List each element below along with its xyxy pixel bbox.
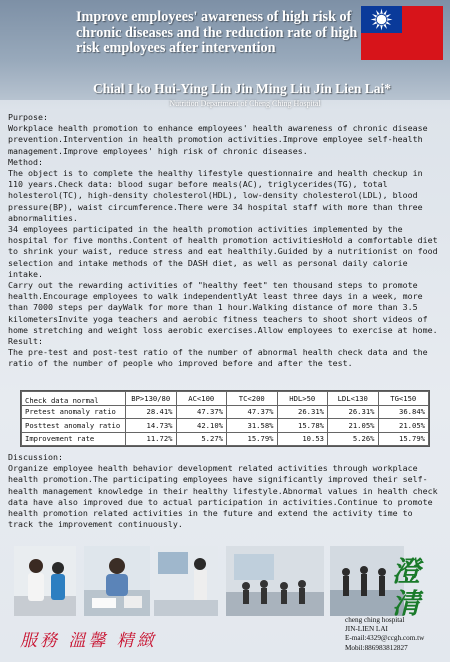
table-cell: 31.58% (227, 419, 278, 433)
poster-department: Nutrition Department of Cheng Ching Hospital (169, 99, 321, 108)
table-cell: 28.41% (126, 405, 177, 419)
hospital-slogan: 服務 溫馨 精緻 (20, 631, 157, 651)
table-cell: 26.31% (328, 405, 379, 419)
table-row (22, 405, 429, 419)
table-cell: 15.79% (227, 432, 278, 446)
table-column-header: TG<150 (378, 392, 429, 406)
hospital-calligraphy-logo: 澄 清 (392, 555, 421, 620)
poster-authors: Chial I ko Hui-Ying Lin Jin Ming Liu Jin Lien Lai* (92, 81, 392, 96)
activity-photo-health-check (14, 546, 76, 616)
table-cell: 42.10% (176, 419, 227, 433)
table-cell: 5.26% (328, 432, 379, 446)
activity-photo-blood-pressure (84, 546, 150, 616)
table-row (22, 419, 429, 433)
table-cell: 15.79% (378, 432, 429, 446)
table-cell: 47.37% (176, 405, 227, 419)
table-cell: 36.84% (378, 405, 429, 419)
table-corner-label: Check data normal (22, 392, 126, 406)
activity-photo-presentation (154, 546, 218, 616)
table-column-header: BP>130/80 (126, 392, 177, 406)
method-paragraph-1: The object is to complete the healthy lifestyle questionnaire and health checkup in 110 years.Check data: blood sugar before meals(AC), triglycerides(TG), total holesterol(TC), high-density cholesterol(HDL), low-density cholesterol(LDL), blood pressure(BP), waist circumference.There were 34 hospital staff with more than three abnormalities. (8, 168, 423, 223)
table-row (22, 432, 429, 446)
discussion-text: Organize employee health behavior development related activities through workplace health promotion.The participating employees have significantly improved their self-health management knowledge in their healthy lifestyle.Abnormal values in health check data have also improved due to actual participation in activities.Continue to promote health promotion related activities in the future and extend the activity time to track the improvement continuously. (8, 463, 438, 530)
table-cell: 5.27% (176, 432, 227, 446)
purpose-heading: Purpose: (8, 112, 48, 122)
results-table-container (20, 390, 430, 447)
poster-body (8, 112, 442, 370)
table-cell: 26.31% (277, 405, 328, 419)
table-cell: 21.05% (378, 419, 429, 433)
table-cell: 11.72% (126, 432, 177, 446)
results-table (21, 391, 429, 446)
table-cell: 47.37% (227, 405, 278, 419)
method-paragraph-2: 34 employees participated in the health promotion activities implemented by the hospital for five months.Content of health promotion activitiesHold a comfortable diet to shrink your waist, reduce stress and eat healthily.Guided by a nutritionist on food selection and intake methods of the DASH diet, as well as personal daily calorie intake. (8, 224, 438, 279)
result-text: The pre-test and post-test ratio of the number of abnormal health check data and the ratio of the number of people who improved before and after the test. (8, 347, 428, 369)
contact-email: E-mail:4329@ccgh.com.tw (345, 634, 425, 643)
table-column-header: LDL<130 (328, 392, 379, 406)
table-column-header: HDL>50 (277, 392, 328, 406)
table-column-header: TC<200 (227, 392, 278, 406)
purpose-text: Workplace health promotion to enhance employees' health awareness of chronic disease prevention.Intervention in health promotion activities.Improve employee self-health management.Improve employees' high risk of chronic diseases. (8, 123, 428, 156)
activity-photos (14, 546, 434, 616)
table-cell: 14.73% (126, 419, 177, 433)
activity-photo-exercise-class (226, 546, 324, 616)
method-heading: Method: (8, 156, 43, 167)
table-cell: 10.53 (277, 432, 328, 446)
table-cell: 21.05% (328, 419, 379, 433)
table-column-header: AC<100 (176, 392, 227, 406)
result-heading: Result: (8, 336, 43, 347)
discussion-block (8, 452, 442, 530)
contact-mobile: Mobil:886983812827 (345, 643, 408, 652)
table-cell: 15.78% (277, 419, 328, 433)
table-row-label: Improvement rate (22, 432, 126, 446)
table-header-row (22, 392, 429, 406)
contact-hospital: cheng ching hospital (345, 616, 405, 624)
contact-name: JIN-LIEN LAI (345, 625, 388, 634)
discussion-heading: Discussion: (8, 452, 63, 462)
table-row-label: Posttest anomaly ratio (22, 419, 126, 433)
table-row-label: Pretest anomaly ratio (22, 405, 126, 419)
poster-title: Improve employees' awareness of high risk of chronic diseases and the reduction rate of high risk employees after intervention (76, 9, 358, 57)
method-paragraph-3: Carry out the rewarding activities of "healthy feet" ten thousand steps to promote health.Encourage employees to walk independentlyAt least three days in a week, more than 7000 steps per dayWalk for more than 1 hour.Walking distance of more than 3.5 kilometersInvite yoga teachers and aerobic fitness teachers to shoot short videos of home stretching and weight loss aerobic exercises.Allow employees to exercise at home. (8, 280, 438, 335)
contact-info (345, 616, 445, 653)
taiwan-flag-icon (361, 6, 443, 60)
